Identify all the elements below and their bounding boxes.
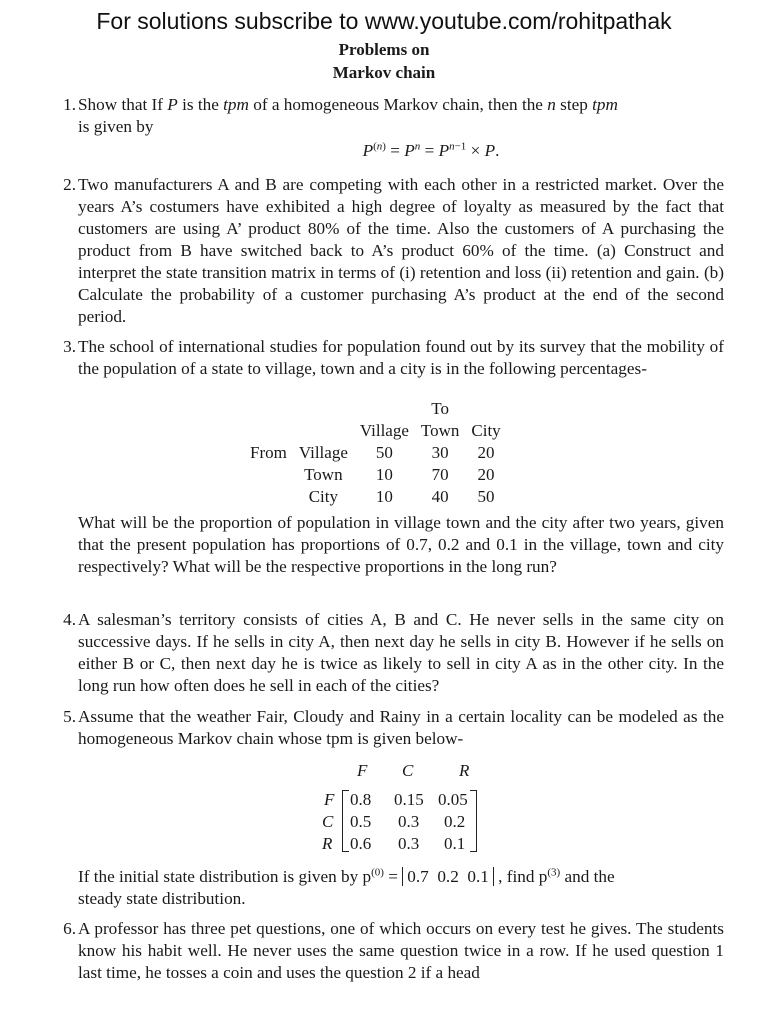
column-header: City — [471, 421, 501, 440]
problem-text: The school of international studies for population found out by its survey that the mobility of the population of a state to village, town and a city is in the following percentages- — [78, 337, 724, 378]
matrix-cell: 0.8 — [350, 790, 372, 809]
problem-4 — [52, 609, 724, 697]
problem-number: 5. — [63, 707, 76, 726]
problem-5-continued: If the initial state distribution is given by $p^{(0)} = 0.7$ 0.2 0.1 , find $p^{(3)}$ and the steady state distribution. — [52, 866, 724, 910]
matrix-cell: 0.3 — [398, 812, 420, 831]
problem-2 — [52, 174, 724, 328]
banner-text: For solutions subscribe to www.youtube.com/rohitpathak — [96, 8, 672, 34]
table-cell: 20 — [477, 443, 495, 462]
text: steady state distribution. — [78, 889, 246, 908]
matrix-cell: 0.1 — [444, 834, 466, 853]
row-label: City — [308, 487, 338, 506]
table-cell: 10 — [375, 465, 393, 484]
problem-number: 3. — [63, 337, 76, 356]
title-line-1: Problems on — [338, 40, 430, 59]
matrix-row-label: F — [324, 790, 335, 809]
problem-number: 1. — [63, 95, 76, 114]
initial-vector: 0.7 0.2 0.1 — [402, 867, 494, 886]
title-line-2: Markov chain — [332, 63, 436, 82]
superscript: (3) — [547, 866, 561, 879]
problem-5 — [52, 706, 724, 750]
from-label: From — [250, 443, 287, 462]
problem-3 — [52, 336, 724, 380]
equation: $P^{(n)} = P^n = P^{n-1} \times P$. — [362, 140, 500, 160]
tpm-matrix — [310, 760, 490, 856]
to-label: To — [431, 399, 449, 418]
row-label: Village — [298, 443, 348, 462]
row-label: Town — [304, 465, 343, 484]
problem-text: Two manufacturers A and B are competing with each other in a restricted market. Over the years A’s costumers have exhibited a high degree of loyalty as measured by the fact that customers are using A’ product 80% of the time. Also the customers of A purchasing the product from B have switched back to A’s product 60% of the time. (a) Construct and interpret the state transition matrix in terms of (i) retention and loss (ii) retention and gain. (b) Calculate the probability of a customer purchasing A’s product at the end of the second period. — [78, 175, 724, 326]
problem-text: What will be the proportion of population in village town and the city after two years, given that the present population has proportions of 0.7, 0.2 and 0.1 in the village, town and city respectively? What will be the respective proportions in the long run? — [78, 513, 724, 576]
text: , find p — [498, 867, 548, 886]
problem-3-continued — [52, 512, 724, 578]
problem-text: A professor has three pet questions, one of which occurs on every test he gives. The students know his habit well. He never uses the same question twice in a row. If he used question 1 last time, he tosses a coin and uses the question 2 if a head — [78, 919, 724, 982]
matrix-col-label: C — [402, 761, 414, 780]
problem-6 — [52, 918, 724, 984]
left-bracket — [342, 790, 349, 852]
table-cell: 50 — [375, 443, 393, 462]
matrix-cell: 0.05 — [438, 790, 468, 809]
matrix-row-label: C — [322, 812, 334, 831]
matrix-cell: 0.15 — [394, 790, 424, 809]
problem-number: 4. — [63, 610, 76, 629]
column-header: Village — [359, 421, 409, 440]
problem-1: 1. Show that If P is the tpm of a homogeneous Markov chain, then the n step tpm is given by $P^{(n)} = P^n = P^{n-1} \times P$. — [52, 94, 724, 164]
table-cell: 50 — [477, 487, 495, 506]
table-cell: 20 — [477, 465, 495, 484]
matrix-cell: 0.2 — [444, 812, 466, 831]
table-cell: 40 — [431, 487, 449, 506]
matrix-col-label: F — [357, 761, 368, 780]
table-cell: 30 — [431, 443, 449, 462]
problem-text: Assume that the weather Fair, Cloudy and Rainy in a certain locality can be modeled as the homogeneous Markov chain whose tpm is given below- — [78, 707, 724, 748]
matrix-cell: 0.6 — [350, 834, 372, 853]
matrix-col-label: R — [459, 761, 470, 780]
column-header: Town — [420, 421, 460, 440]
right-bracket — [470, 790, 477, 852]
matrix-cell: 0.5 — [350, 812, 372, 831]
text: and the — [564, 867, 615, 886]
text: If the initial state distribution is given by p — [78, 867, 372, 886]
problem-text: A salesman’s territory consists of cities A, B and C. He never sells in the same city on successive days. If he sells in city A, then next day he sells in city B. However if he sells on either B or C, then next day he is twice as likely to sell in city A as in the other city. In the long run how often does he sell in each of the cities? — [78, 610, 724, 695]
problem-number: 2. — [63, 175, 76, 194]
matrix-cell: 0.3 — [398, 834, 420, 853]
document-title — [0, 38, 768, 84]
matrix-row-label: R — [322, 834, 333, 853]
table-cell: 70 — [431, 465, 449, 484]
problem-number: 6. — [63, 919, 76, 938]
superscript: (0) — [371, 866, 384, 879]
table-cell: 10 — [375, 487, 393, 506]
mobility-table — [244, 398, 507, 508]
